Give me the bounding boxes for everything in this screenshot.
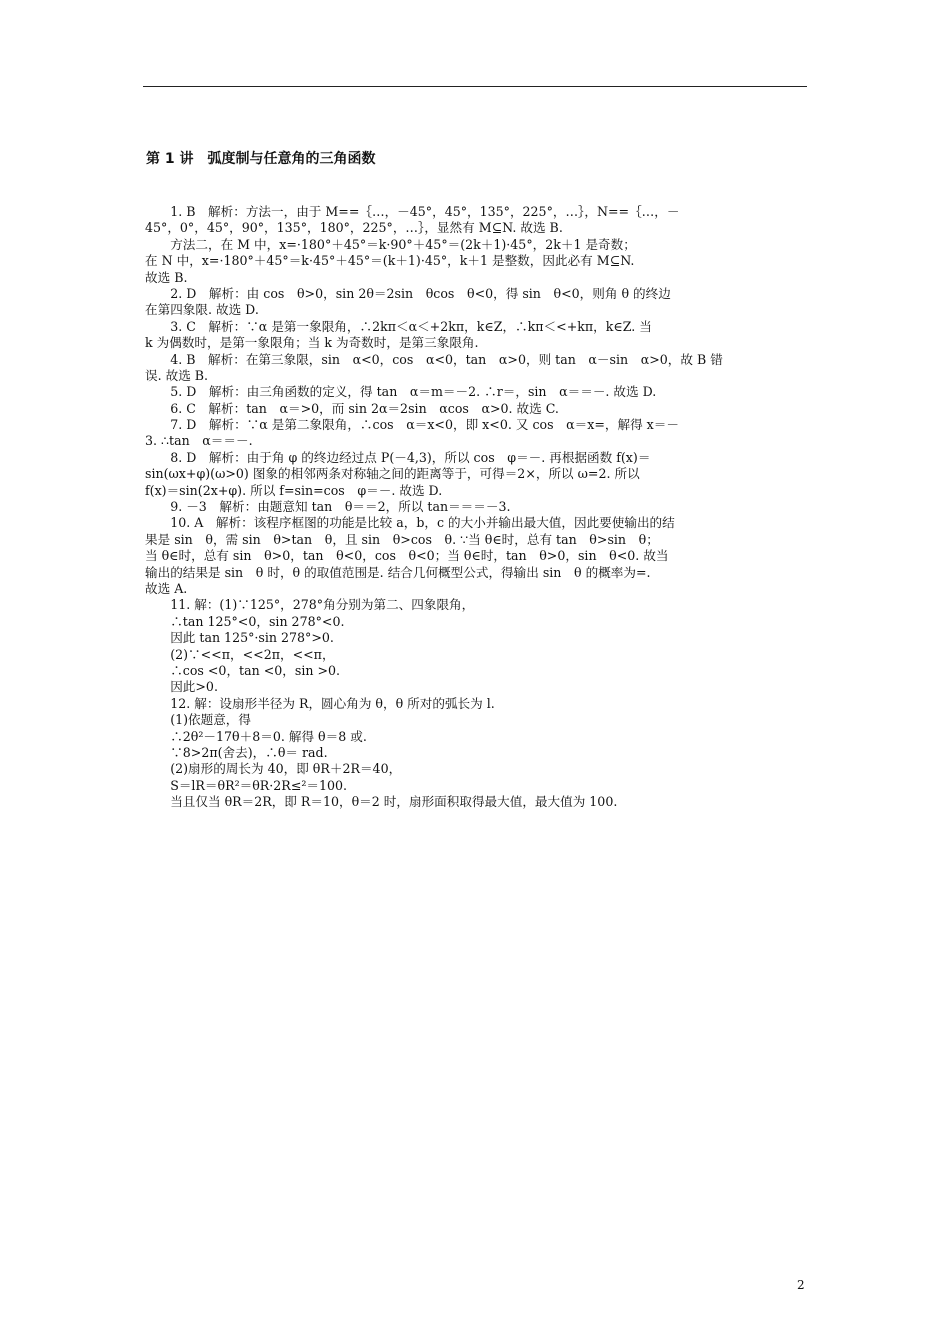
- text-line: 10. A 解析：该程序框图的功能是比较 a，b，c 的大小并输出最大值，因此要使输出的结: [145, 515, 675, 531]
- text-line: (1)依题意，得: [145, 712, 251, 728]
- text-line: 12. 解：设扇形半径为 R，圆心角为 θ，θ 所对的弧长为 l.: [145, 695, 495, 711]
- page-number: 2: [797, 1278, 805, 1292]
- text-line: 2. D 解析：由 cos θ>0，sin 2θ＝2sin θcos θ<0，得 sin θ<0，则角 θ 的终边: [145, 285, 671, 301]
- text-line: sin(ωx+φ)(ω>0) 图象的相邻两条对称轴之间的距离等于，可得＝2×，所以 ω=2. 所以: [145, 466, 640, 482]
- text-line: 5. D 解析：由三角函数的定义，得 tan α＝m＝－2. ∴r＝，sin α＝＝－. 故选 D.: [145, 384, 657, 400]
- page-title: 第 1 讲 弧度制与任意角的三角函数: [146, 151, 376, 167]
- text-line: k 为偶数时，是第一象限角；当 k 为奇数时，是第三象限角.: [145, 335, 479, 351]
- text-line: 输出的结果是 sin θ 时，θ 的取值范围是. 结合几何概型公式，得输出 sin θ 的概率为=.: [145, 564, 651, 580]
- text-line: 因此 tan 125°·sin 278°>0.: [145, 630, 334, 646]
- text-line: 误. 故选 B.: [145, 367, 209, 383]
- text-line: 在 N 中，x=·180°＋45°＝k·45°＋45°＝(k＋1)·45°，k＋1 是整数，因此必有 M⊆N.: [145, 253, 635, 269]
- text-line: S＝lR＝θR²＝θR·2R≤²＝100.: [145, 777, 348, 793]
- text-line: 故选 A.: [145, 580, 188, 596]
- text-line: 因此>0.: [145, 679, 218, 695]
- text-line: 方法二，在 M 中，x=·180°＋45°＝k·90°＋45°＝(2k＋1)·45°，2k＋1 是奇数；: [145, 236, 636, 252]
- text-line: ∴tan 125°<0，sin 278°<0.: [145, 613, 345, 629]
- text-line: 8. D 解析：由于角 φ 的终边经过点 P(－4,3)，所以 cos φ＝－. 再根据函数 f(x)＝: [145, 449, 651, 465]
- text-line: 3. C 解析：∵α 是第一象限角，∴2kπ＜α＜+2kπ，k∈Z，∴kπ＜<+kπ，k∈Z. 当: [145, 318, 652, 334]
- text-line: 故选 B.: [145, 269, 188, 285]
- text-line: 1. B 解析：方法一，由于 M==｛…，－45°，45°，135°，225°，…｝，N==｛…，－: [145, 204, 680, 219]
- text-line: 4. B 解析：在第三象限，sin α<0，cos α<0，tan α>0，则 tan α－sin α>0，故 B 错: [145, 351, 723, 367]
- text-line: 11. 解：(1)∵125°，278°角分别为第二、四象限角，: [145, 597, 475, 613]
- text-line: (2)∵<<π，<<2π，<<π，: [145, 646, 335, 662]
- text-line: 当且仅当 θR＝2R，即 R＝10，θ＝2 时，扇形面积取得最大值，最大值为 100.: [145, 794, 618, 810]
- text-line: ∵8>2π(舍去)，∴θ＝ rad.: [145, 744, 328, 760]
- text-line: (2)扇形的周长为 40，即 θR＋2R＝40，: [145, 761, 402, 777]
- header-rule: [143, 86, 807, 87]
- text-line: 9. －3 解析：由题意知 tan θ＝＝2，所以 tan＝＝＝－3.: [145, 499, 511, 515]
- text-line: 果是 sin θ，需 sin θ>tan θ，且 sin θ>cos θ. ∵当 θ∈时，总有 tan θ>sin θ；: [145, 531, 659, 547]
- text-line: 当 θ∈时，总有 sin θ>0，tan θ<0，cos θ<0；当 θ∈时，tan θ>0，sin θ<0. 故当: [145, 548, 669, 564]
- text-line: f(x)＝sin(2x+φ). 所以 f=sin=cos φ＝－. 故选 D.: [145, 482, 443, 498]
- answer-body: [145, 204, 809, 810]
- text-line: 7. D 解析：∵α 是第二象限角，∴cos α＝x<0，即 x<0. 又 cos α＝x=，解得 x＝－: [145, 417, 679, 433]
- text-line: ∴cos <0，tan <0，sin >0.: [145, 662, 341, 678]
- text-line: 3. ∴tan α＝＝－.: [145, 433, 253, 449]
- text-line: 45°，0°，45°，90°，135°，180°，225°，…｝，显然有 M⊆N. 故选 B.: [145, 220, 563, 236]
- text-line: 在第四象限. 故选 D.: [145, 302, 259, 318]
- text-line: 6. C 解析：tan α＝>0，而 sin 2α＝2sin αcos α>0. 故选 C.: [145, 400, 559, 416]
- text-line: ∴2θ²－17θ＋8＝0. 解得 θ＝8 或.: [145, 728, 367, 744]
